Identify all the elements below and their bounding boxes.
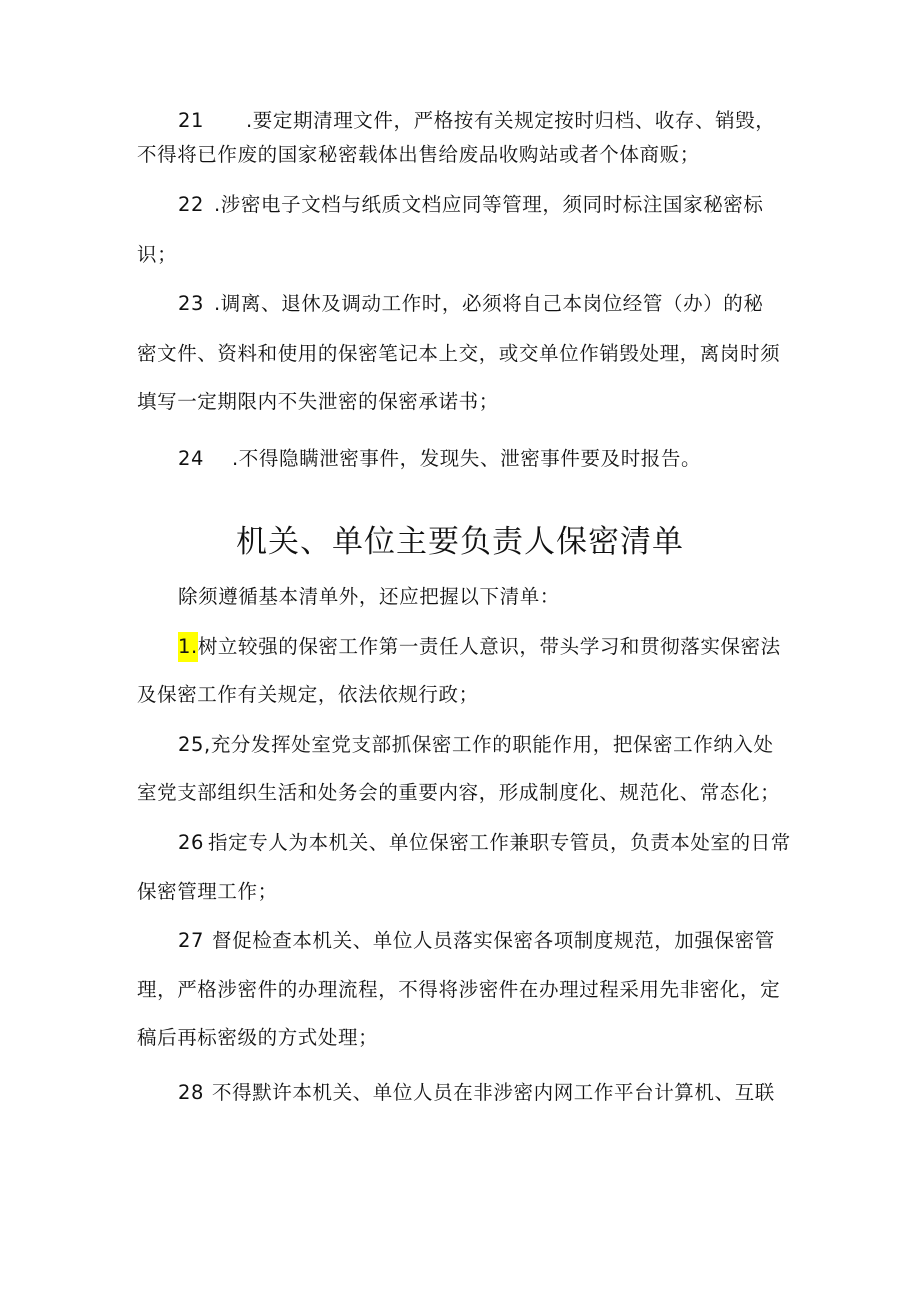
item-25-line-1: 25,充分发挥处室党支部抓保密工作的职能作用，把保密工作纳入处	[178, 730, 774, 760]
item-1-line-2: 及保密工作有关规定，依法依规行政；	[137, 683, 479, 706]
item-24-line-1: 24 .不得隐瞒泄密事件，发现失、泄密事件要及时报告。	[178, 444, 701, 474]
item-23-line-1: 23 .调离、退休及调动工作时，必须将自己本岗位经管（办）的秘	[178, 289, 764, 319]
item-26-number: 26	[178, 831, 205, 854]
item-23-line-2: 密文件、资料和使用的保密笔记本上交，或交单位作销毁处理，离岗时须	[137, 342, 781, 365]
item-21-number: 21	[178, 109, 205, 132]
item-26-line-1: 26 指定专人为本机关、单位保密工作兼职专管员，负责本处室的日常	[178, 828, 791, 858]
item-22-number: 22	[178, 193, 205, 216]
item-23-line-3: 填写一定期限内不失泄密的保密承诺书；	[137, 390, 499, 413]
item-24-number: 24	[178, 447, 205, 470]
item-28-number: 28	[178, 1081, 205, 1104]
item-26-line-2: 保密管理工作；	[137, 880, 278, 903]
section-intro: 除须遵循基本清单外，还应把握以下清单：	[178, 585, 560, 608]
item-27-line-1: 27 督促检查本机关、单位人员落实保密各项制度规范，加强保密管	[178, 926, 775, 956]
item-1-number-highlighted: 1.	[178, 632, 198, 662]
item-28-line-1: 28 不得默许本机关、单位人员在非涉密内网工作平台计算机、互联	[178, 1078, 775, 1108]
item-27-number: 27	[178, 929, 205, 952]
item-25-number: 25,	[178, 733, 211, 756]
item-27-line-2: 理，严格涉密件的办理流程，不得将涉密件在办理过程采用先非密化，定	[137, 978, 781, 1001]
item-22-line-2: 识；	[137, 243, 178, 266]
item-25-line-2: 室党支部组织生活和处务会的重要内容，形成制度化、规范化、常态化；	[137, 781, 781, 804]
item-22-line-1: 22 .涉密电子文档与纸质文档应同等管理，须同时标注国家秘密标	[178, 190, 764, 220]
item-23-number: 23	[178, 292, 205, 315]
item-21-line-1: 21 .要定期清理文件，严格按有关规定按时归档、收存、销毁，	[178, 106, 775, 136]
item-1-line-1: 1.树立较强的保密工作第一责任人意识，带头学习和贯彻落实保密法	[178, 632, 781, 662]
item-21-line-2: 不得将已作废的国家秘密载体出售给废品收购站或者个体商贩；	[137, 143, 700, 166]
section-title: 机关、单位主要负责人保密清单	[236, 524, 684, 560]
item-27-line-3: 稿后再标密级的方式处理；	[137, 1026, 379, 1049]
